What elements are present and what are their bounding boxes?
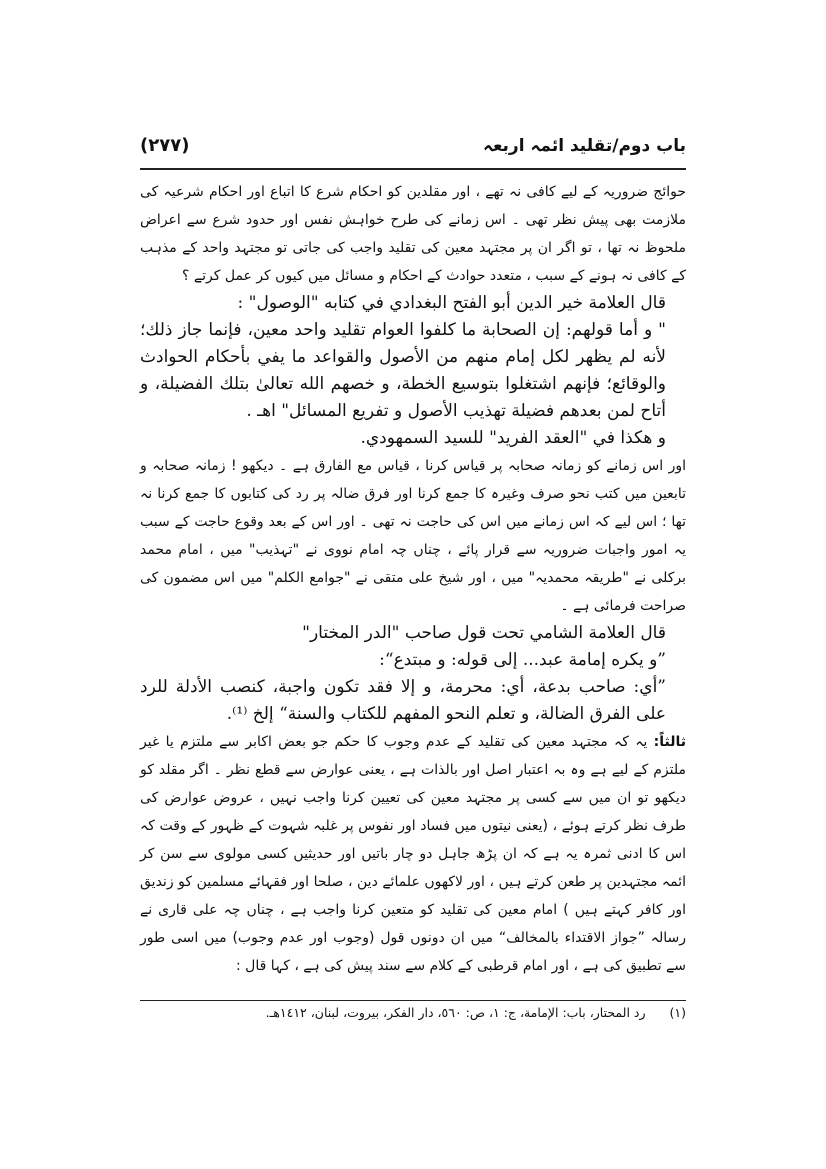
page-number: (۲۷۷) — [140, 135, 190, 156]
section-title: باب دوم/تقلید ائمہ اربعہ — [482, 136, 686, 156]
urdu-paragraph-2: اور اس زمانے کو زمانہ صحابہ پر قیاس کرنا ، قیاس مع الفارق ہے ۔ دیکھو ! زمانہ صحابہ و تابعین میں کتب نحو صرف وغیرہ کا جمع کرنا اور فرق ضالہ پر رد کی کتابوں کا جمع کرنا نہ تھا ؛ اس لیے کہ اس زمانے میں اس کی حاجت نہ تھی ۔ اور اس کے بعد وقوع حاجت کے سبب یہ امور واجبات ضروریہ سے قرار پائے ، چناں چہ امام نووی نے "تہذیب" میں ، امام محمد برکلی نے "طریقہ محمدیہ" میں ، اور شیخ علی متقی نے "جوامع الکلم" میں اس مضمون کی صراحت فرمائی ہے ۔ — [140, 458, 686, 614]
point-text: یہ کہ مجتہد معین کی تقلید کے عدم وجوب کا حکم جو بعض اکابر سے ملتزم یا غیر ملتزم کے لیے ہے وہ بہ اعتبار اصل اور بالذات ہے ، یعنی عوارض سے قطع نظر ۔ اگر مقلد کو دیکھو تو ان میں سے کسی پر مجتہد معین کی تعیین کرنا واجب نہیں ، عروض عوارض کی طرف نظر کرتے ہوئے ، — [140, 734, 686, 834]
page-body — [140, 178, 686, 980]
header-rule — [140, 168, 686, 170]
arabic-citation-intro: قال العلامة خير الدين أبو الفتح البغدادي في كتابه "الوصول" : — [237, 293, 666, 313]
footnote-text: رد المحتار، باب: الإمامة، ج: ١، ص: ٥٦٠، دار الفكر، بيروت، لبنان، ١٤١٢هـ. — [265, 1005, 646, 1020]
arabic-quote-1: " و أما قولهم: إن الصحابة ما كلفوا العوام تقليد واحد معين، فإنما جاز ذلك؛ لأنه لم يظهر لكل إمام منهم من الأصول والقواعد ما يفي بأحكام الحوادث والوقائع؛ فإنهم اشتغلوا بتوسيع الخطة، و خصهم الله تعالىٰ بتلك الفضيلة، و أتاح لمن بعدهم فضيلة تهذيب الأصول و تفريع المسائل" اهـ . — [140, 320, 666, 421]
arabic-reference-line: و هكذا في "العقد الفريد" للسيد السمهودي. — [360, 428, 666, 448]
footnote-mark: (۱) — [669, 1005, 686, 1020]
arabic-quote-2: ”و يكره إمامة عبد... إلى قوله: و مبتدع“: — [379, 650, 666, 670]
footnote — [140, 1002, 686, 1024]
arabic-quote-3: ”أي: صاحب بدعة، أي: محرمة، و إلا فقد تكون واجبة، كنصب الأدلة للرد على الفرق الضالة، و تعلم النحو المفهم للكتاب والسنة“ إلخ ⁽¹⁾. — [140, 677, 666, 724]
point-label: ثالثاً: — [653, 734, 686, 750]
urdu-paragraph-3 — [140, 728, 686, 980]
point-text-end: کرتے ہیں ، اور لاکھوں علمائے دین ، صلحا اور فقہائے مسلمین کو زندیق اور کافر کہتے ہیں ) امام معین کی تقلید کو متعین کرنا واجب ہے ، چناں چہ علی قاری نے رسالہ ”جواز الاقتداء بالمخالف“ میں ان دونوں قول (وجوب اور عدم وجوب) میں اسی طور سے تطبیق کی ہے ، اور امام قرطبی کے کلام سے سند پیش کی ہے ، کہا قال : — [140, 874, 686, 974]
urdu-paragraph-1: حوائج ضروریہ کے لیے کافی نہ تھے ، اور مقلدین کو احکام شرع کا اتباع اور احکام شرعیہ کی ملازمت بھی پیش نظر تھی ۔ اس زمانے کی طرح خواہش نفس اور حدود شرع سے اعراض ملحوظ نہ تھا ، تو اگر ان پر مجتہد معین کی تقلید واجب کی جاتی تو مجتہد واحد کے مذہب کے کافی نہ ہونے کے سبب ، متعدد حوادث کے احکام و مسائل میں کیوں کر عمل کرتے ؟ — [140, 184, 686, 284]
parenthetical-note: (یعنی نیتوں میں فساد اور نفوس پر غلبہ شہوت کے ظہور کے وقت کہ اس کا ادنی ثمرہ یہ ہے کہ ان پڑھ جاہل دو چار باتیں اور حدیثیں کسی مولوی سے سن کر ائمہ مجتہدین پر طعن — [140, 818, 687, 890]
arabic-citation-intro-2: قال العلامة الشامي تحت قول صاحب "الدر المختار" — [302, 623, 666, 643]
footnote-rule — [140, 1000, 686, 1001]
